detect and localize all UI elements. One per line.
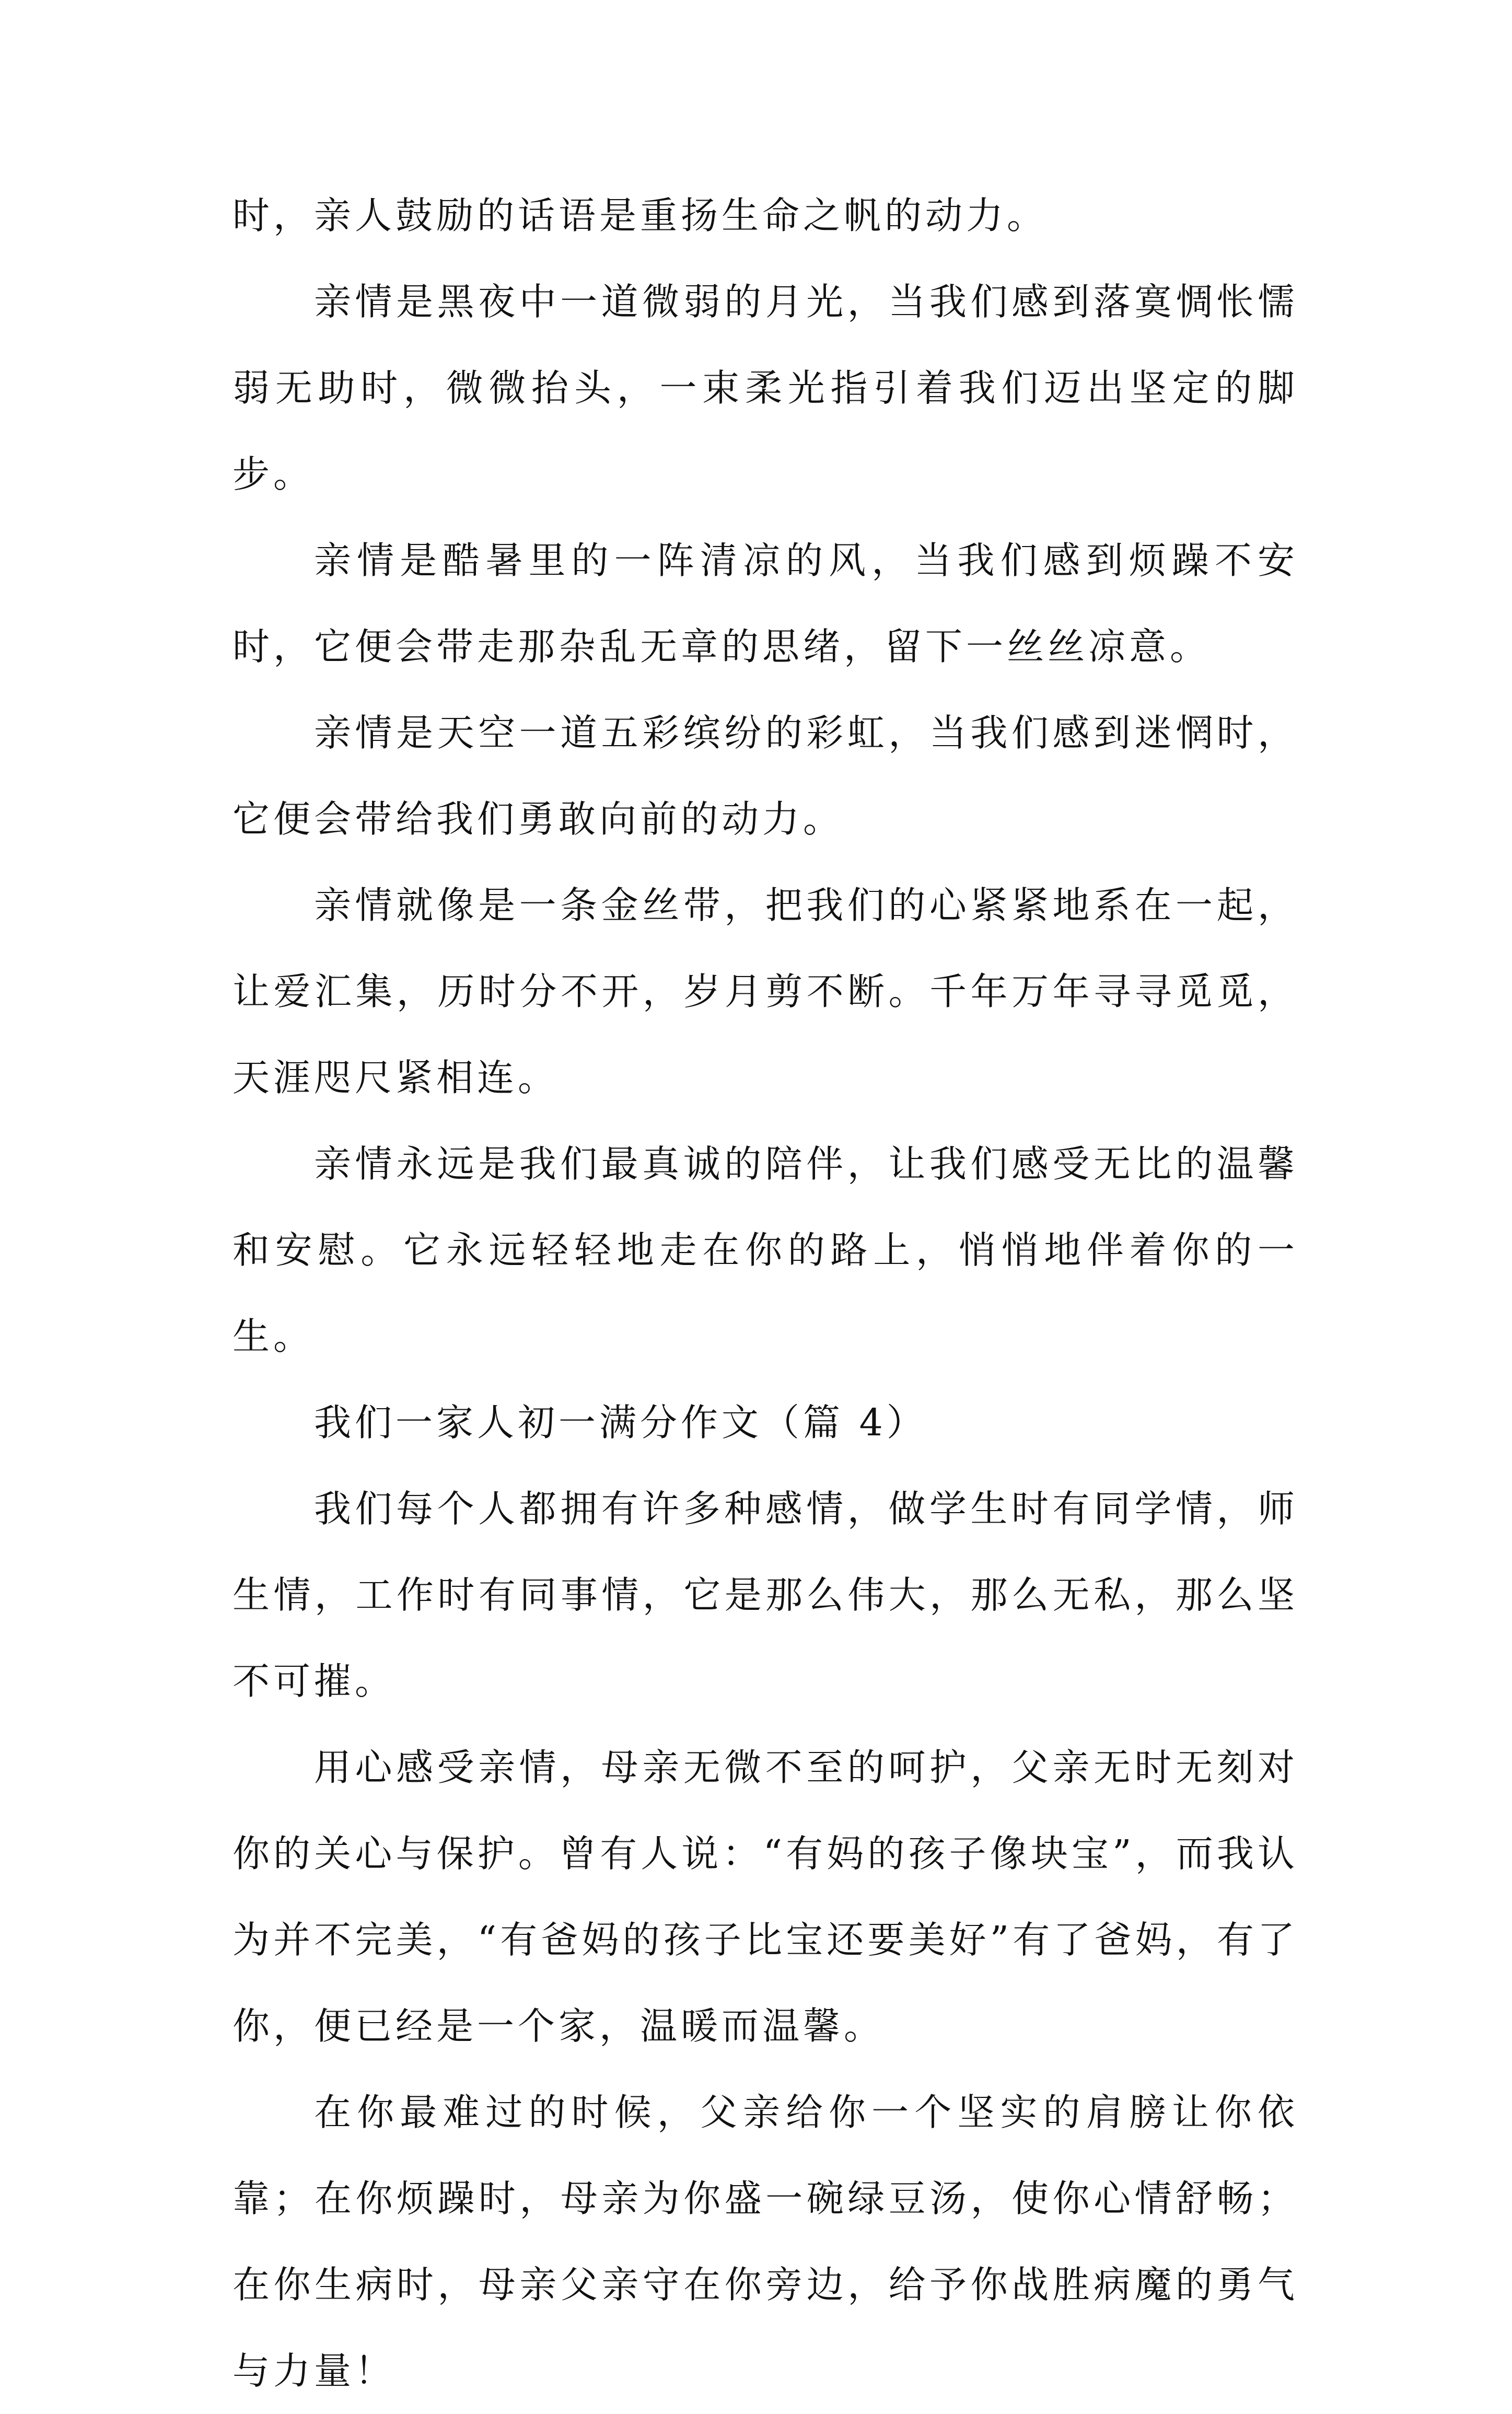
document-body bbox=[232, 172, 1298, 2414]
paragraph-hard-times: 在你最难过的时候，父亲给你一个坚实的肩膀让你依靠；在你烦躁时，母亲为你盛一碗绿豆汤，使你心情舒畅；在你生病时，母亲父亲守在你旁边，给予你战胜病魔的勇气与力量！ bbox=[232, 2091, 1298, 2393]
paragraph-continuation: 时，亲人鼓励的话语是重扬生命之帆的动力。 bbox=[232, 194, 1048, 237]
paragraph-feelings: 我们每个人都拥有许多种感情，做学生时有同学情，师生情，工作时有同事情，它是那么伟大，那么无私，那么坚不可摧。 bbox=[232, 1487, 1298, 1703]
paragraph-golden-ribbon: 亲情就像是一条金丝带，把我们的心紧紧地系在一起，让爱汇集，历时分不开，岁月剪不断。千年万年寻寻觅觅，天涯咫尺紧相连。 bbox=[232, 884, 1298, 1099]
paragraph-moonlight: 亲情是黑夜中一道微弱的月光，当我们感到落寞惆怅懦弱无助时，微微抬头，一束柔光指引着我们迈出坚定的脚步。 bbox=[232, 280, 1298, 496]
paragraph-feel-family: 用心感受亲情，母亲无微不至的呵护，父亲无时无刻对你的关心与保护。曾有人说：“有妈的孩子像块宝”，而我认为并不完美，“有爸妈的孩子比宝还要美好”有了爸妈，有了你，便已经是一个家，温暖而温馨。 bbox=[232, 1746, 1298, 2048]
section-heading: 我们一家人初一满分作文（篇 4） bbox=[314, 1401, 927, 1444]
paragraph-cool-breeze: 亲情是酷暑里的一阵清凉的风，当我们感到烦躁不安时，它便会带走那杂乱无章的思绪，留下一丝丝凉意。 bbox=[232, 539, 1298, 668]
paragraph-companionship: 亲情永远是我们最真诚的陪伴，让我们感受无比的温馨和安慰。它永远轻轻地走在你的路上，悄悄地伴着你的一生。 bbox=[232, 1142, 1298, 1358]
paragraph-rainbow: 亲情是天空一道五彩缤纷的彩虹，当我们感到迷惘时，它便会带给我们勇敢向前的动力。 bbox=[232, 711, 1298, 841]
